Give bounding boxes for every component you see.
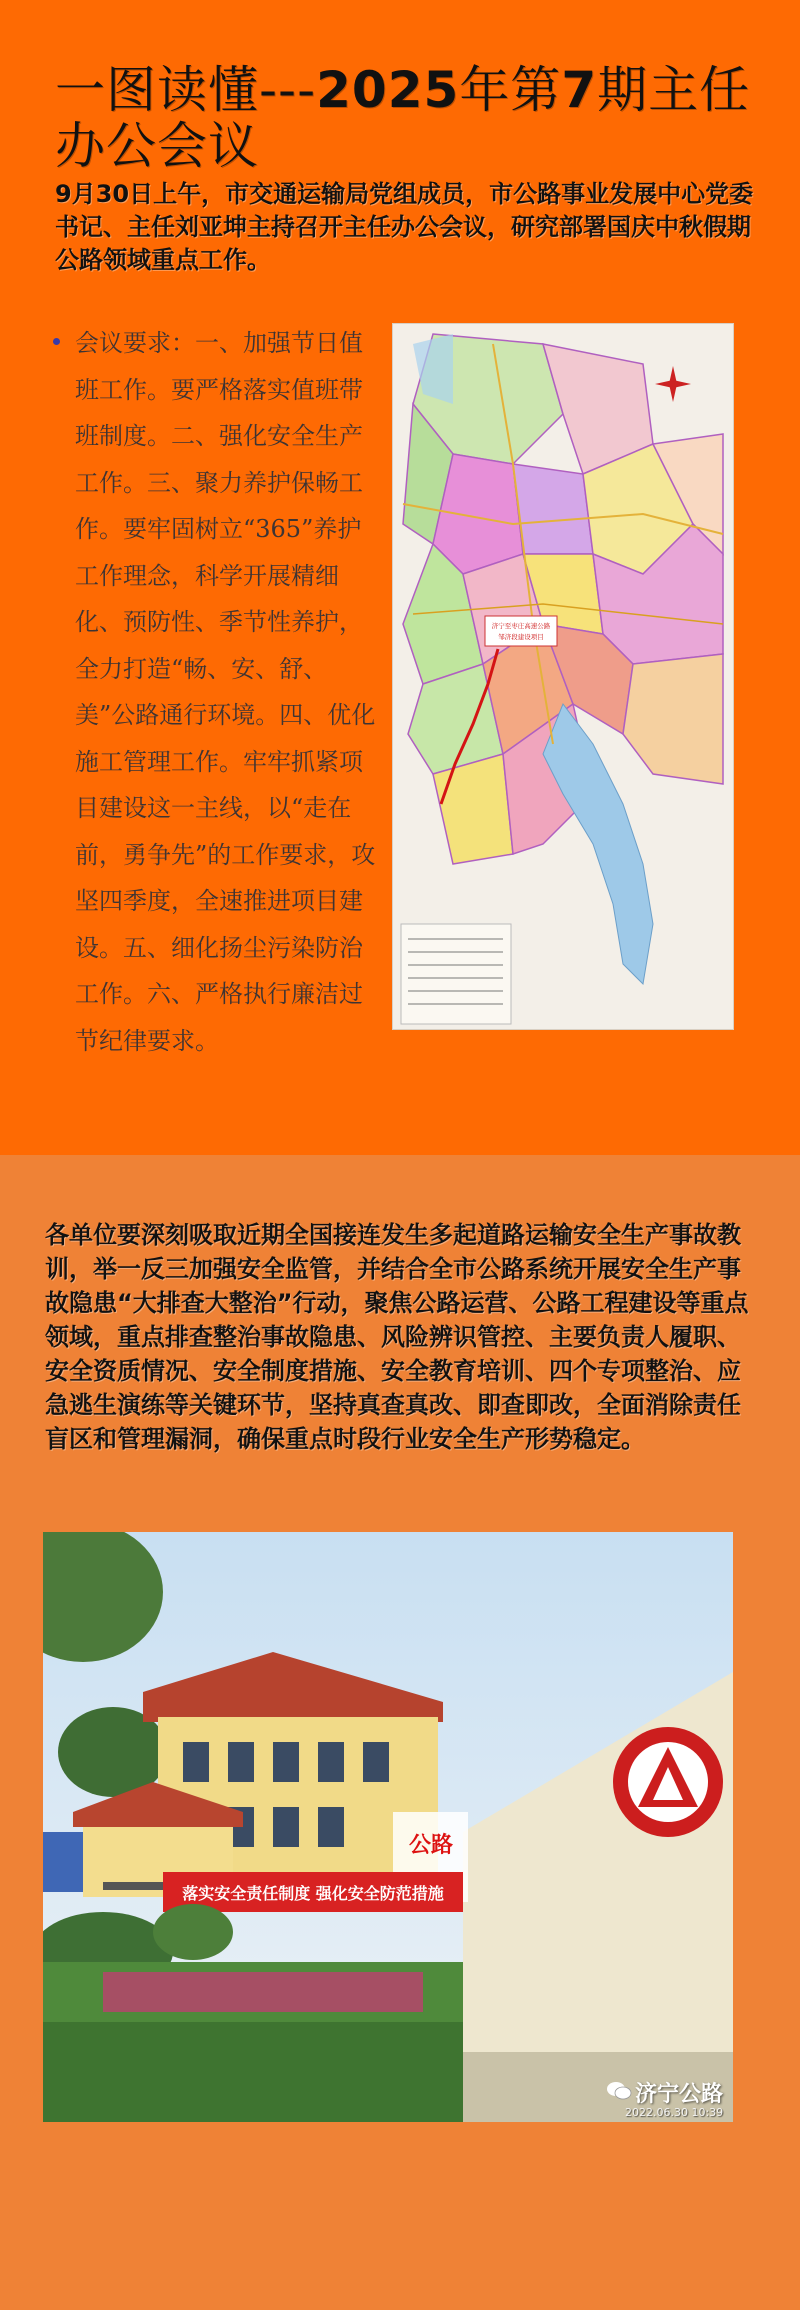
red-banner: 落实安全责任制度 强化安全防范措施 <box>182 1884 444 1903</box>
svg-text:邹济段建设项目: 邹济段建设项目 <box>498 633 544 641</box>
bullet-icon <box>53 338 60 345</box>
requirements-text: 会议要求：一、加强节日值班工作。要严格落实值班带班制度。二、强化安全生产工作。三、聚力养护保畅工作。要牢固树立“365”养护工作理念，科学开展精细化、预防性、季节性养护，全力打造“畅、安、舒、美”公路通行环境。四、优化施工管理工作。牢牢抓紧项目建设这一主线，以“走在前，勇争先”的工作要求，攻坚四季度，全速推进项目建设。五、细化扬尘污染防治工作。六、严格执行廉洁过节纪律要求。 <box>75 329 376 1055</box>
wall-sign: 公路 <box>408 1833 454 1858</box>
building-photo <box>43 1532 733 2122</box>
wechat-icon <box>606 2080 632 2102</box>
regional-map-image <box>392 323 734 1030</box>
svg-text:济宁至枣庄高速公路: 济宁至枣庄高速公路 <box>491 622 551 630</box>
watermark-timestamp: 2022.06.30 10:39 <box>625 2106 724 2119</box>
lead-paragraph: 9月30日上午，市交通运输局党组成员，市公路事业发展中心党委书记、主任刘亚坤主持召开主任办公会议，研究部署国庆中秋假期公路领域重点工作。 <box>55 180 754 274</box>
page-title: 一图读懂---2025年第7期主任办公会议 <box>55 61 751 175</box>
watermark-text: 济宁公路 <box>635 2082 724 2107</box>
safety-paragraph: 各单位要深刻吸取近期全国接连发生多起道路运输安全生产事故教训，举一反三加强安全监管，并结合全市公路系统开展安全生产事故隐患“大排查大整治”行动，聚焦公路运营、公路工程建设等重点领域，重点排查整治事故隐患、风险辨识管控、主要负责人履职、安全资质情况、安全制度措施、安全教育培训、四个专项整治、应急逃生演练等关键环节，坚持真查真改、即查即改，全面消除责任盲区和管理漏洞，确保重点时段行业安全生产形势稳定。 <box>45 1221 749 1453</box>
